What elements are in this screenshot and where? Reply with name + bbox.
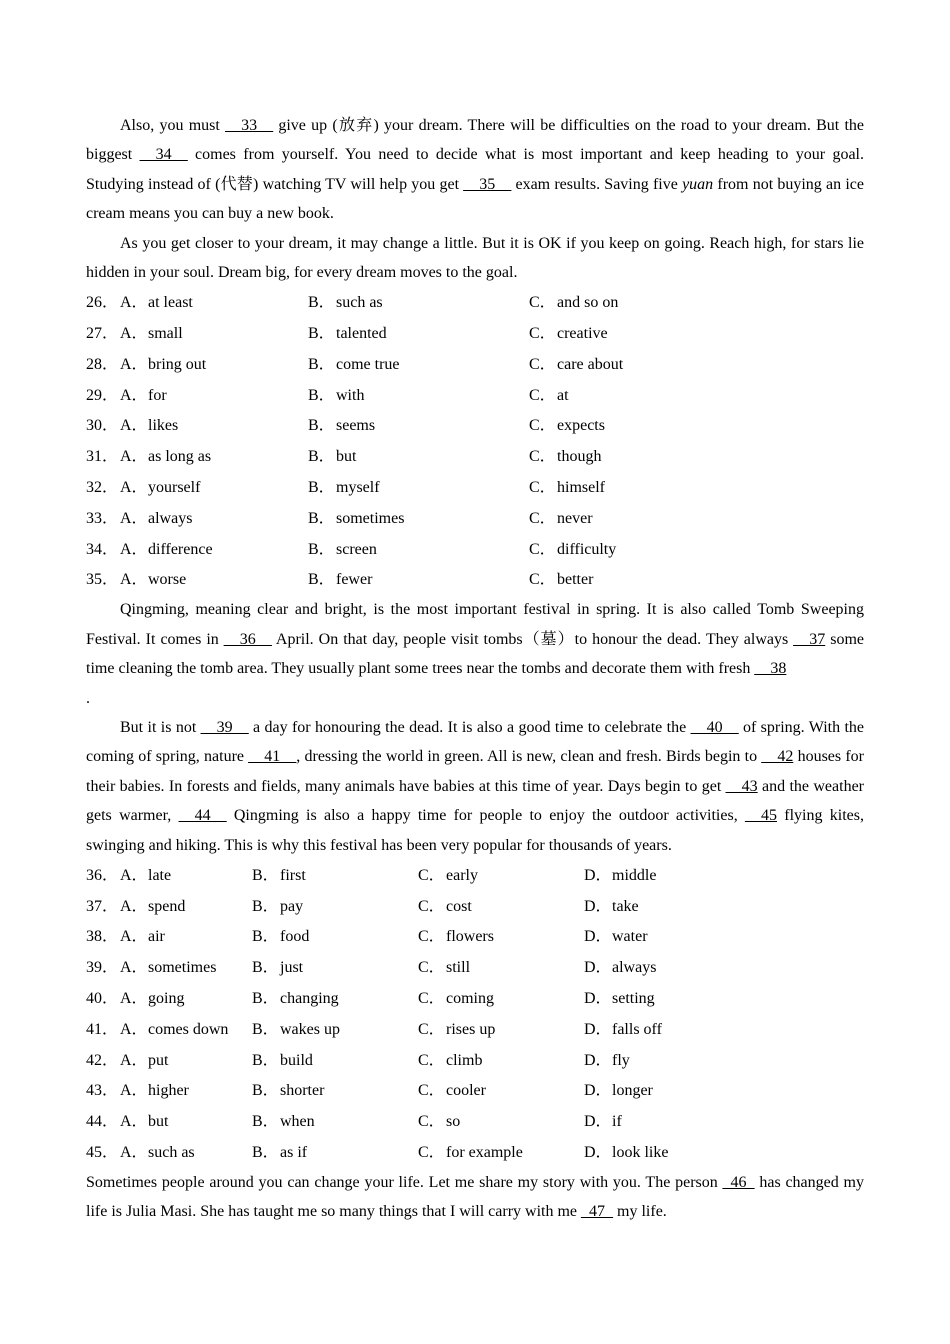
option-d: D．look like — [584, 1143, 669, 1161]
option-c: C．never — [529, 509, 593, 527]
option-b: B．food — [252, 928, 310, 946]
option-c: C．coming — [418, 989, 494, 1007]
passage1-paragraph-1: Also, you must __33__ give up (放弃) your dream. There will be difficulties on the road to your dream. But the biggest __34__ comes from yourself. You need to decide what is most important and keep heading to your goal. Studying instead of (代替) watching TV will help you get __35__ exam results. Saving five yuan from not buying an ice cream means you can buy a new book. — [86, 117, 864, 223]
option-b: B．shorter — [252, 1082, 325, 1100]
question-row: 39． A．sometimes B．just C．still D．always — [86, 952, 864, 983]
option-b: B．with — [308, 386, 365, 404]
option-c: C．difficulty — [529, 540, 617, 558]
question-row: 40． A．going B．changing C．coming D．setting — [86, 983, 864, 1014]
option-b: B．first — [252, 866, 306, 884]
option-c: C．and so on — [529, 294, 619, 312]
blank-38: __38 — [754, 660, 787, 678]
blank-41: __41__ — [248, 748, 297, 766]
option-b: B．sometimes — [308, 509, 405, 527]
option-b: B．changing — [252, 989, 339, 1007]
option-b: B．seems — [308, 417, 376, 435]
option-a: A．always — [120, 509, 193, 527]
question-row: 45． A．such as B．as if C．for example D．look like — [86, 1137, 864, 1168]
question-row: 34． A．difference B．screen C．difficulty — [86, 534, 864, 565]
option-b: B．myself — [308, 478, 380, 496]
option-c: C．rises up — [418, 1020, 496, 1038]
option-a: A．worse — [120, 571, 187, 589]
question-row: 31． A．as long as B．but C．though — [86, 441, 864, 472]
blank-33: __33__ — [225, 117, 274, 134]
option-a: A．late — [120, 866, 172, 884]
passage1-paragraph-2: As you get closer to your dream, it may change a little. But it is OK if you keep on going. Reach high, for stars lie hidden in your soul. Dream big, for every dream moves to the goal. — [86, 234, 864, 282]
question-row: 41． A．comes down B．wakes up C．rises up D．falls off — [86, 1014, 864, 1045]
option-a: A．for — [120, 386, 167, 404]
option-d: D．falls off — [584, 1020, 662, 1038]
option-b: B．talented — [308, 324, 387, 342]
period: . — [86, 689, 90, 707]
blank-34: __34__ — [139, 146, 188, 164]
option-c: C．for example — [418, 1143, 523, 1161]
option-c: C．at — [529, 386, 569, 404]
option-a: A．bring out — [120, 355, 207, 373]
question-row: 27． A．small B．talented C．creative — [86, 318, 864, 349]
option-b: B．just — [252, 959, 304, 977]
option-a: A．spend — [120, 897, 186, 915]
option-b: B．when — [252, 1113, 315, 1131]
blank-37: __37 — [793, 630, 826, 648]
option-a: A．likes — [120, 417, 179, 435]
option-a: A．going — [120, 989, 185, 1007]
option-c: C．flowers — [418, 928, 494, 946]
option-c: C．so — [418, 1113, 461, 1131]
option-c: C．creative — [529, 324, 608, 342]
option-a: A．small — [120, 324, 183, 342]
question-row: 28． A．bring out B．come true C．care about — [86, 349, 864, 380]
passage2-paragraph-1: Qingming, meaning clear and bright, is the most important festival in spring. It is also called Tomb Sweeping Festival. It comes in __36__ April. On that day, people visit tombs（墓）to honour the dead. They always __37 some time cleaning the tomb area. They usually plant some trees near the tombs and decorate them with fresh __38 — [86, 601, 864, 678]
option-a: A．sometimes — [120, 959, 217, 977]
option-b: B．build — [252, 1051, 313, 1069]
blank-39: __39__ — [200, 719, 249, 737]
option-c: C．cost — [418, 897, 472, 915]
option-a: A．comes down — [120, 1020, 229, 1038]
question-row: 33． A．always B．sometimes C．never — [86, 503, 864, 534]
question-row: 36． A．late B．first C．early D．middle — [86, 860, 864, 891]
option-a: A．but — [120, 1113, 169, 1131]
option-b: B．fewer — [308, 571, 373, 589]
option-d: D．take — [584, 897, 639, 915]
question-row: 37． A．spend B．pay C．cost D．take — [86, 891, 864, 922]
option-c: C．climb — [418, 1051, 483, 1069]
option-a: A．yourself — [120, 478, 201, 496]
option-c: C．better — [529, 571, 594, 589]
question-row: 32． A．yourself B．myself C．himself — [86, 472, 864, 503]
option-a: A．higher — [120, 1082, 189, 1100]
passage3-paragraph-1: Sometimes people around you can change your life. Let me share my story with you. The person _46_ has changed my life is Julia Masi. She has taught me so many things that I will carry with me _47_ my life. — [86, 1174, 864, 1221]
option-d: D．fly — [584, 1051, 630, 1069]
passage2-paragraph-2: But it is not __39__ a day for honouring the dead. It is also a good time to celebrate the __40__ of spring. With the coming of spring, nature __41__, dressing the world in green. All is new, clean and fresh. Birds begin to __42 houses for their babies. In forests and fields, many animals have babies at this time of year. Days begin to get __43 and the weather gets warmer, __44__ Qingming is also a happy time for people to enjoy the outdoor activities, __45 flying kites, swinging and hiking. This is why this festival has been very popular for thousands of years. — [86, 719, 865, 854]
question-list-36-45 — [86, 860, 864, 1168]
option-b: B．screen — [308, 540, 377, 558]
question-row: 30． A．likes B．seems C．expects — [86, 411, 864, 442]
question-list-26-35 — [86, 287, 864, 595]
option-c: C．though — [529, 448, 602, 466]
question-row: 38． A．air B．food C．flowers D．water — [86, 922, 864, 953]
blank-47: _47_ — [581, 1203, 614, 1221]
question-row: 42． A．put B．build C．climb D．fly — [86, 1045, 864, 1076]
option-a: A．put — [120, 1051, 169, 1069]
option-c: C．himself — [529, 478, 605, 496]
option-b: B．such as — [308, 294, 383, 312]
option-d: D．setting — [584, 989, 655, 1007]
option-d: D．water — [584, 928, 648, 946]
option-c: C．care about — [529, 355, 624, 373]
option-c: C．cooler — [418, 1082, 486, 1100]
option-b: B．pay — [252, 897, 304, 915]
option-d: D．longer — [584, 1082, 653, 1100]
option-d: D．always — [584, 959, 657, 977]
option-a: A．as long as — [120, 448, 212, 466]
question-row: 26． A．at least B．such as C．and so on — [86, 287, 864, 318]
blank-45: __45 — [744, 807, 777, 825]
option-a: A．difference — [120, 540, 213, 558]
blank-44: __44__ — [178, 807, 227, 825]
option-a: A．such as — [120, 1143, 195, 1161]
option-d: D．if — [584, 1113, 622, 1131]
question-row: 43． A．higher B．shorter C．cooler D．longer — [86, 1076, 864, 1107]
option-c: C．expects — [529, 417, 605, 435]
document-page — [86, 111, 864, 1227]
blank-46: _46_ — [722, 1174, 755, 1192]
option-b: B．but — [308, 448, 357, 466]
option-b: B．wakes up — [252, 1020, 340, 1038]
blank-35: __35__ — [463, 175, 512, 193]
question-row: 44． A．but B．when C．so D．if — [86, 1106, 864, 1137]
blank-36: __36__ — [223, 630, 272, 648]
option-d: D．middle — [584, 866, 657, 884]
option-c: C．early — [418, 866, 478, 884]
blank-40: __40__ — [690, 719, 739, 737]
blank-42: __42 — [761, 748, 794, 766]
question-row: 35． A．worse B．fewer C．better — [86, 565, 864, 596]
option-b: B．as if — [252, 1143, 308, 1161]
option-b: B．come true — [308, 355, 400, 373]
blank-43: __43 — [725, 777, 758, 795]
option-a: A．air — [120, 928, 165, 946]
option-a: A．at least — [120, 294, 193, 312]
option-c: C．still — [418, 959, 471, 977]
question-row: 29． A．for B．with C．at — [86, 380, 864, 411]
